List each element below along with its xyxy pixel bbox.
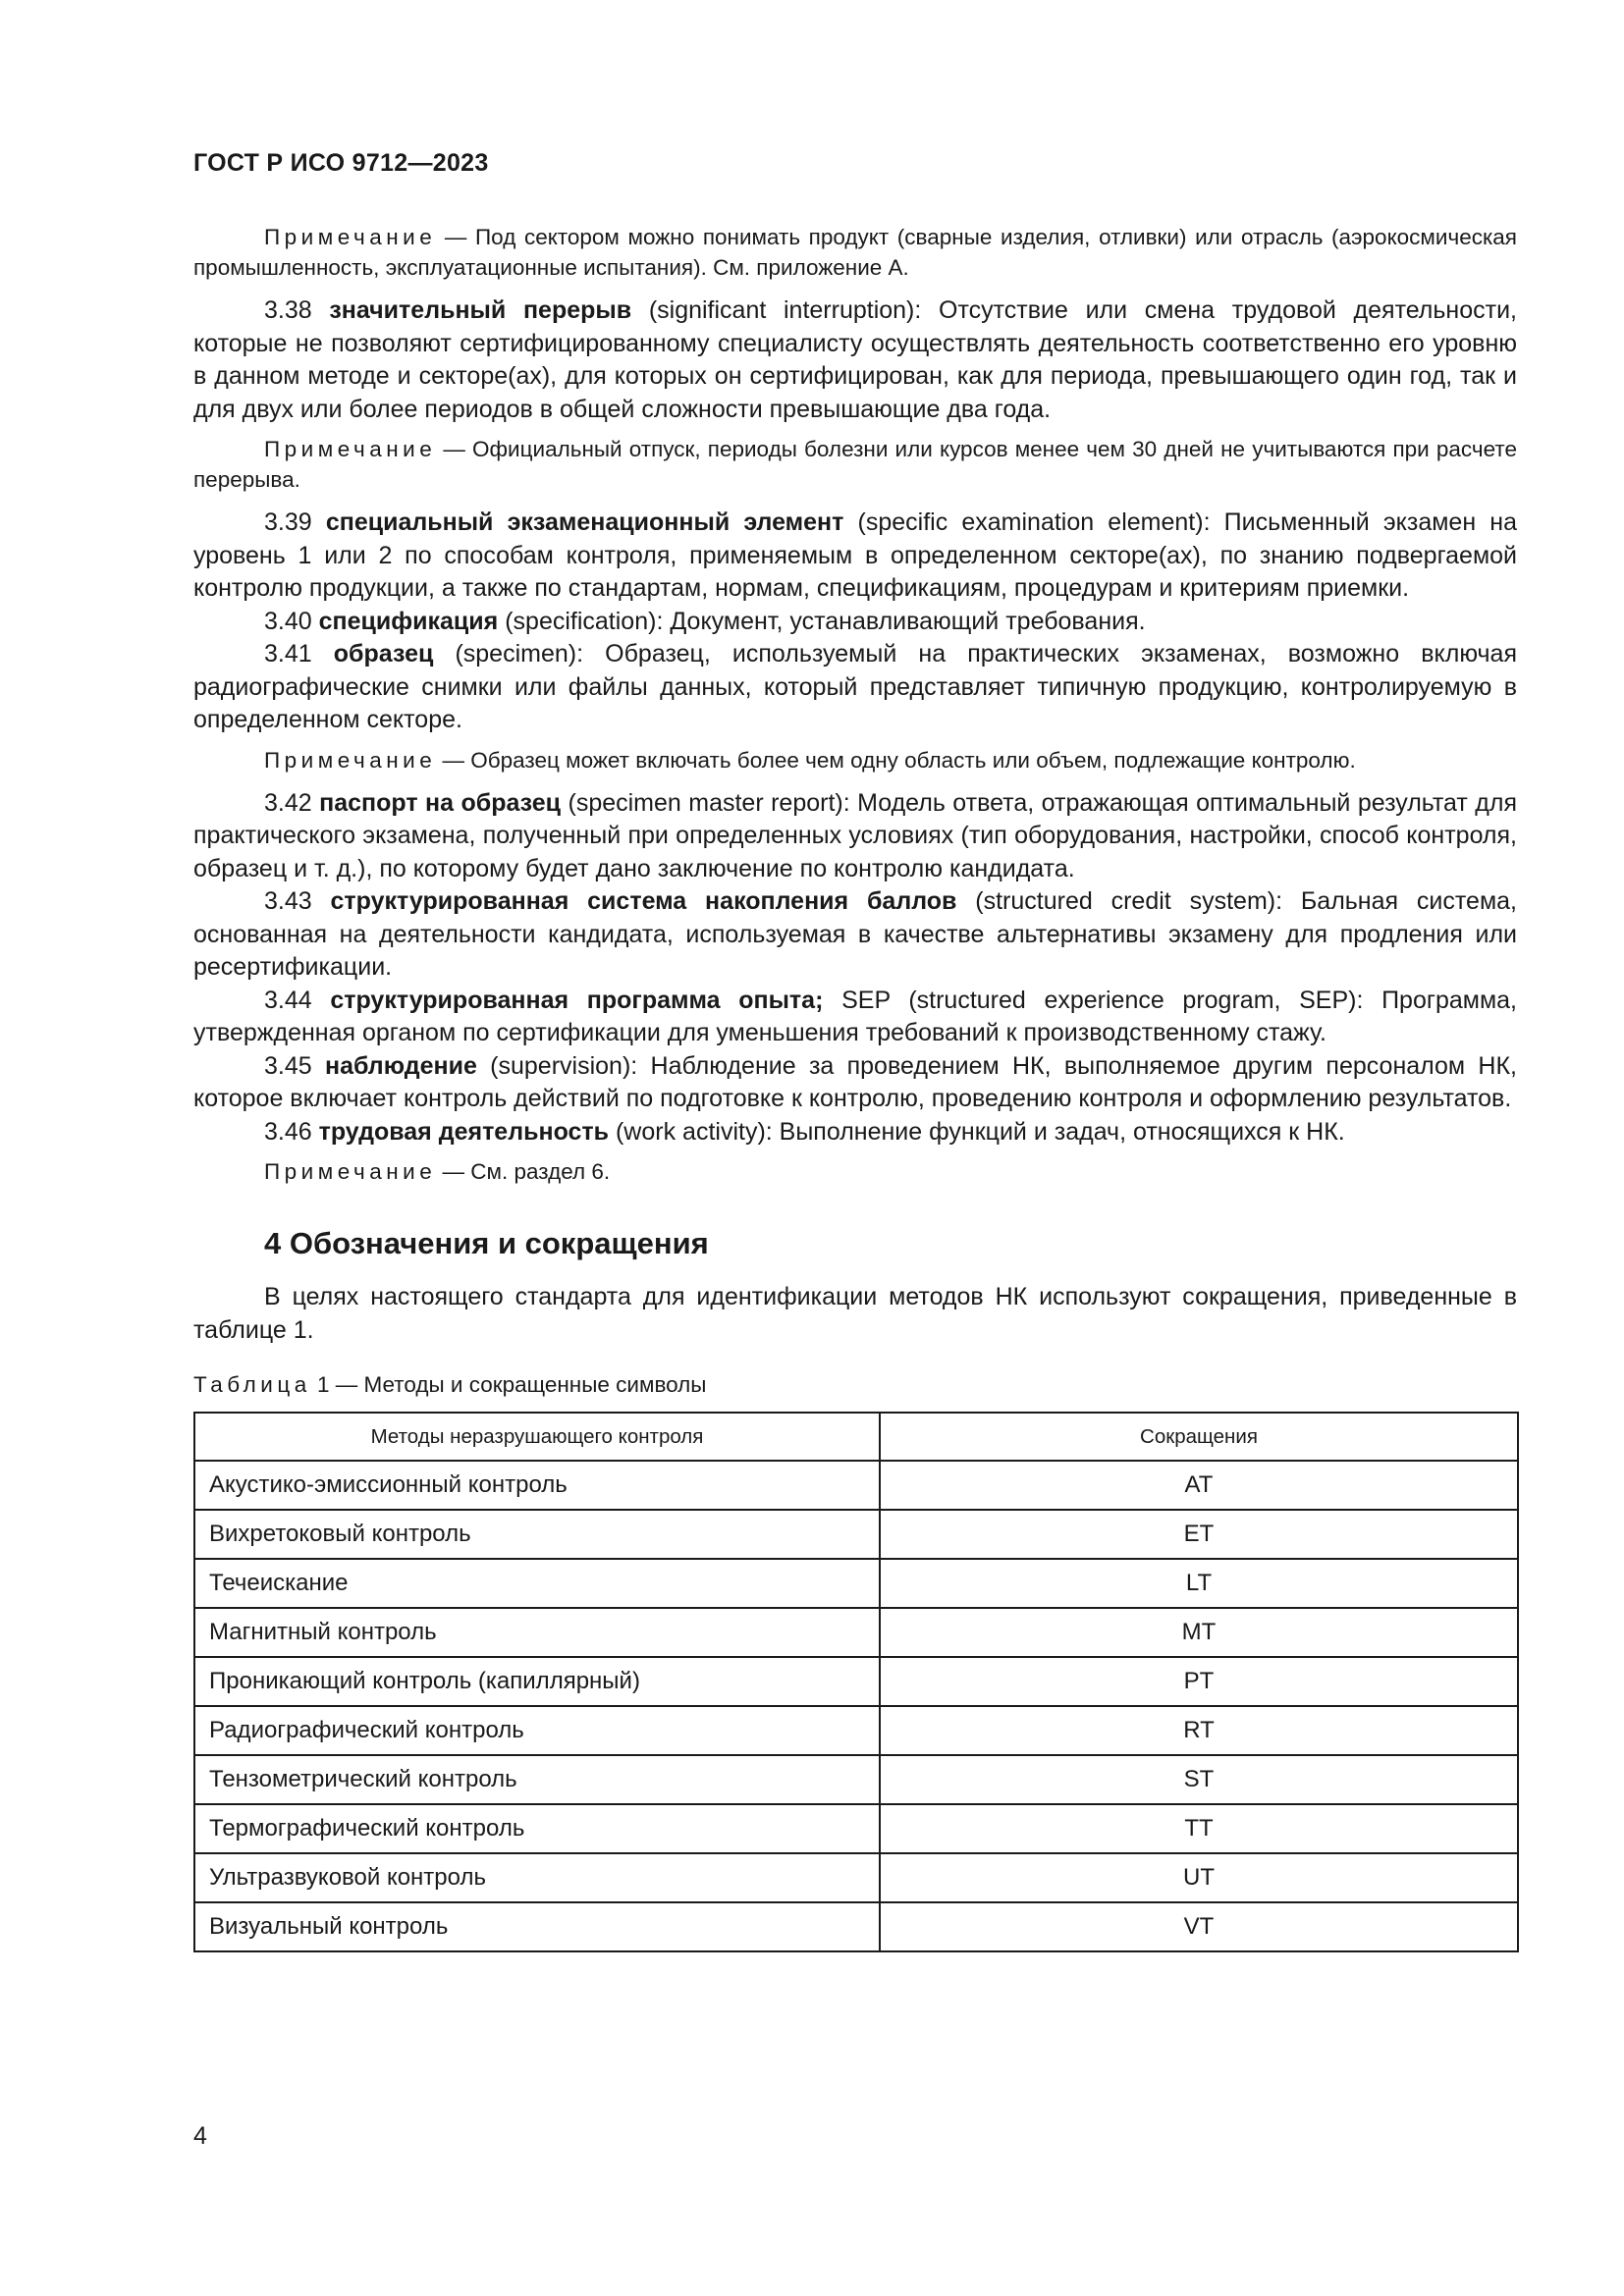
method-cell: Проникающий контроль (капиллярный)	[194, 1657, 880, 1706]
table-row	[194, 1755, 1518, 1804]
table-row	[194, 1461, 1518, 1510]
section-4-title: 4 Обозначения и сокращения	[264, 1226, 709, 1260]
definition-3-46	[193, 1116, 1517, 1149]
clause-number: 3.40	[264, 607, 312, 635]
abbreviation-cell: VT	[880, 1902, 1518, 1951]
definition-3-42	[193, 787, 1517, 886]
column-header-methods: Методы неразрушающего контроля	[194, 1413, 880, 1461]
abbreviation-cell: ST	[880, 1755, 1518, 1804]
table-caption-label: Таблица	[193, 1372, 311, 1397]
clause-number: 3.42	[264, 788, 312, 817]
method-cell: Магнитный контроль	[194, 1608, 880, 1657]
term: наблюдение	[324, 1051, 477, 1080]
abbreviation-cell: MT	[880, 1608, 1518, 1657]
clause-number: 3.38	[264, 296, 312, 324]
table-row	[194, 1510, 1518, 1559]
definition-3-44	[193, 985, 1517, 1050]
page-number: 4	[193, 2122, 207, 2150]
definition-text: (specification): Документ, устанавливающий требования.	[505, 607, 1146, 635]
note-3-46: Примечание — См. раздел 6.	[264, 1159, 611, 1184]
clause-number: 3.46	[264, 1117, 312, 1146]
table-row	[194, 1657, 1518, 1706]
table-row	[194, 1853, 1518, 1902]
term: трудовая деятельность	[318, 1117, 610, 1146]
table-caption-text: 1 — Методы и сокращенные символы	[317, 1372, 707, 1397]
table-row	[194, 1804, 1518, 1853]
term: спецификация	[318, 607, 499, 635]
clause-number: 3.45	[264, 1051, 312, 1080]
note-label: Примечание	[264, 437, 437, 461]
definition-text: (specimen master report): Модель ответа, отражающая оптимальный результат для практического экзамена, полученный при определенных условиях (тип оборудования, настройки, способ контроля, образец и т. д.), по которому будет дано заключение по контролю кандидата.	[193, 788, 1518, 882]
term: значительный перерыв	[329, 296, 632, 324]
clause-number: 3.44	[264, 986, 312, 1014]
table-row	[194, 1706, 1518, 1755]
definition-3-43	[193, 885, 1517, 985]
method-cell: Тензометрический контроль	[194, 1755, 880, 1804]
note-label: Примечание	[264, 225, 437, 249]
table-row	[194, 1559, 1518, 1608]
abbreviation-cell: UT	[880, 1853, 1518, 1902]
definition-3-41	[193, 638, 1517, 737]
definition-text: (structured credit system): Бальная система, основанная на деятельности кандидата, используемая в качестве альтернативы экзамену для продления или ресертификации.	[193, 887, 1517, 981]
method-cell: Течеискание	[194, 1559, 880, 1608]
definition-3-40	[193, 606, 1517, 639]
definition-3-39	[193, 507, 1517, 606]
note-sector: Примечание — Под сектором можно понимать продукт (сварные изделия, отливки) или отрасль (аэрокосмическая промышленность, эксплуатационные испытания). См. приложение А.	[193, 225, 1517, 280]
note-3-38: Примечание — Официальный отпуск, периоды болезни или курсов менее чем 30 дней не учитываются при расчете перерыва.	[193, 437, 1517, 492]
definition-text: (supervision): Наблюдение за проведением НК, выполняемое другим персоналом НК, которое включает контроль действий по подготовке к контролю, проведению контроля и оформлению результатов.	[193, 1051, 1517, 1112]
definition-text: SEP (structured experience program, SEP): Программа, утвержденная органом по сертификации для уменьшения требований к производственному стажу.	[193, 986, 1518, 1046]
document-body	[193, 222, 1517, 1952]
term: структурированная система накопления баллов	[330, 887, 957, 915]
definition-text: (specific examination element): Письменный экзамен на уровень 1 или 2 по способам контроля, применяемым в определенном секторе(ах), по знанию подвергаемой контролю продукции, а также по стандартам, нормам, спецификациям, процедурам и критериям приемки.	[193, 508, 1517, 602]
method-cell: Ультразвуковой контроль	[194, 1853, 880, 1902]
definition-text: (specimen): Образец, используемый на практических экзаменах, возможно включая радиографические снимки или файлы данных, который представляет типичную продукцию, контролируемую в определенном секторе.	[193, 640, 1517, 733]
abbreviation-cell: AT	[880, 1461, 1518, 1510]
abbreviation-cell: TT	[880, 1804, 1518, 1853]
abbreviation-cell: PT	[880, 1657, 1518, 1706]
term: структурированная программа опыта;	[330, 986, 824, 1014]
table-header-row	[194, 1413, 1518, 1461]
table-row	[194, 1902, 1518, 1951]
clause-number: 3.43	[264, 887, 312, 915]
definition-text: (significant interruption): Отсутствие или смена трудовой деятельности, которые не позволяют сертифицированному специалисту осуществлять деятельность соответственно его уровню в данном методе и секторе(ах), для которых он сертифицирован, как для периода, превышающего один год, так и для двух или более периодов в общей сложности превышающие два года.	[193, 296, 1517, 423]
note-label: Примечание	[264, 1159, 437, 1184]
abbreviation-cell: ET	[880, 1510, 1518, 1559]
table-row	[194, 1608, 1518, 1657]
term: образец	[333, 640, 434, 667]
definition-3-45	[193, 1050, 1517, 1116]
note-label: Примечание	[264, 747, 437, 773]
clause-number: 3.39	[264, 508, 312, 536]
document-header: ГОСТ Р ИСО 9712—2023	[193, 149, 489, 177]
definition-3-38	[193, 294, 1517, 426]
definition-text: (work activity): Выполнение функций и задач, относящихся к НК.	[615, 1117, 1345, 1146]
method-cell: Термографический контроль	[194, 1804, 880, 1853]
section-4-intro: В целях настоящего стандарта для идентификации методов НК используют сокращения, приведенные в таблице 1.	[193, 1283, 1517, 1344]
abbreviation-cell: RT	[880, 1706, 1518, 1755]
abbreviation-cell: LT	[880, 1559, 1518, 1608]
term: паспорт на образец	[319, 788, 562, 817]
term: специальный экзаменационный элемент	[325, 508, 844, 536]
note-3-41: Примечание — Образец может включать более чем одну область или объем, подлежащие контролю.	[264, 747, 1356, 773]
method-cell: Акустико-эмиссионный контроль	[194, 1461, 880, 1510]
clause-number: 3.41	[264, 640, 312, 667]
table-1-methods	[193, 1412, 1519, 1952]
method-cell: Вихретоковый контроль	[194, 1510, 880, 1559]
method-cell: Визуальный контроль	[194, 1902, 880, 1951]
column-header-abbreviations: Сокращения	[880, 1413, 1518, 1461]
table-1-caption	[193, 1372, 1517, 1398]
method-cell: Радиографический контроль	[194, 1706, 880, 1755]
